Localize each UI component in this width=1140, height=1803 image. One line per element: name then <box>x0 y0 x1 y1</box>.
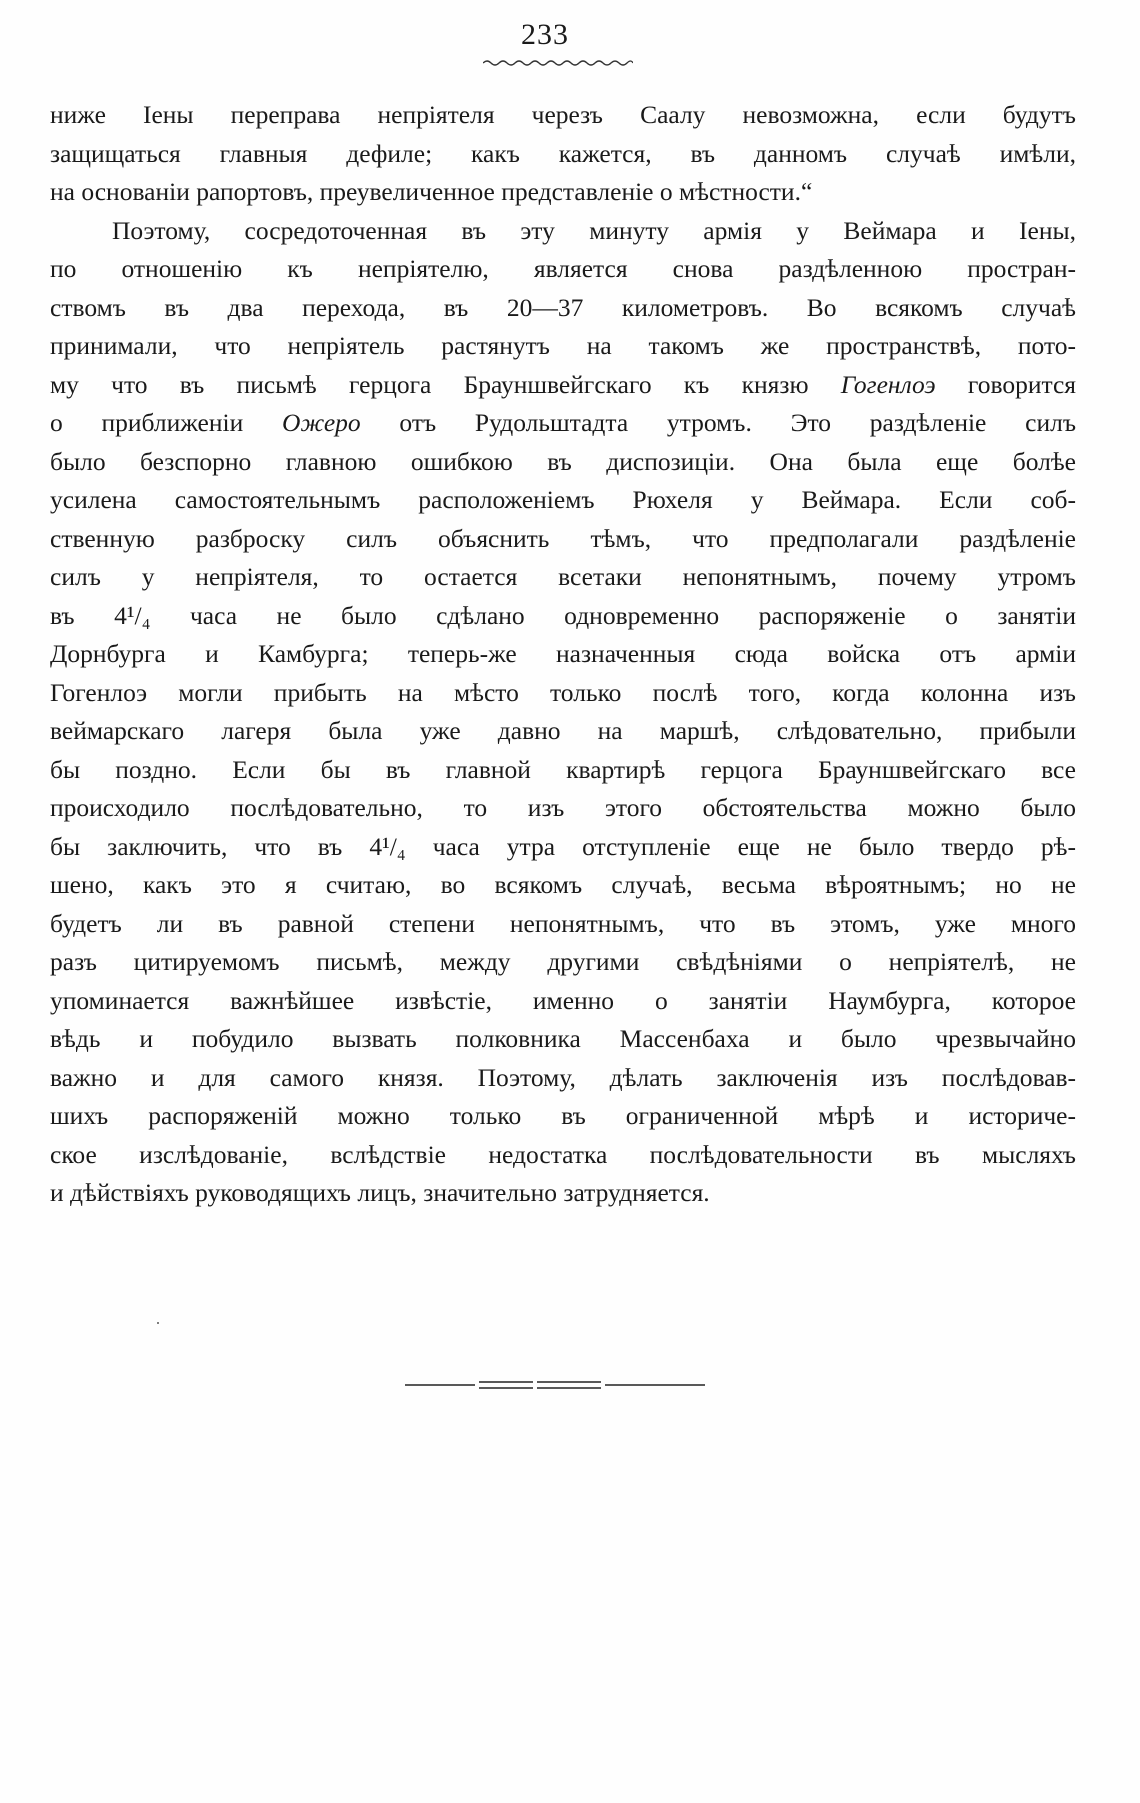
paper-speck <box>157 1322 159 1324</box>
text-line: Дорнбурга и Камбурга; теперь-же назначенныя сюда войска отъ арміи <box>50 639 1076 668</box>
text-line: разъ цитируемомъ письмѣ, между другими свѣдѣніями о непріятелѣ, не <box>50 947 1076 976</box>
text-line: Гогенлоэ могли прибыть на мѣсто только послѣ того, когда колонна изъ <box>50 677 1076 707</box>
text-line: вѣдь и побудило вызвать полковника Массенбаха и было чрезвычайно <box>50 1024 1076 1053</box>
text-line: усилена самостоятельнымъ расположеніемъ Рюхеля у Веймара. Если соб- <box>50 485 1076 514</box>
paragraph-1 <box>50 96 1076 212</box>
text-line: веймарскаго лагеря была уже давно на маршѣ, слѣдовательно, прибыли <box>50 716 1076 745</box>
text-line: и дѣйствіяхъ руководящихъ лицъ, значительно затрудняется. <box>50 1178 710 1207</box>
italic-name: Гогенлоэ <box>840 369 936 399</box>
text-line: бы поздно. Если бы въ главной квартирѣ герцога Брауншвейгскаго все <box>50 754 1076 784</box>
text-line: будетъ ли въ равной степени непонятнымъ, что въ этомъ, уже много <box>50 908 1076 938</box>
text-line: происходило послѣдовательно, то изъ этого обстоятельства можно было <box>50 793 1076 822</box>
text-line: въ 4¹/₄ часа не было сдѣлано одновременно распоряженіе о занятіи <box>50 600 1076 630</box>
text-line: ское изслѣдованіе, вслѣдствіе недостатка послѣдовательности въ мысляхъ <box>50 1139 1076 1169</box>
text-line: защищаться главныя дефиле; какъ кажется, въ данномъ случаѣ имѣли, <box>50 138 1076 168</box>
text-line: упоминается важнѣйшее извѣстіе, именно о занятіи Наумбурга, которое <box>50 985 1076 1015</box>
paragraph-2 <box>50 212 1076 1213</box>
text-line: Поэтому, сосредоточенная въ эту минуту армія у Веймара и Іены, <box>112 215 1076 245</box>
body-text <box>50 96 1076 1213</box>
text-line: было безспорно главною ошибкою въ диспозиціи. Она была еще болѣе <box>50 446 1076 476</box>
text-line-with-italic: му что въ письмѣ герцога Брауншвейгскаго къ князю Гогенлоэ говорится <box>50 369 1076 399</box>
text-line: ниже Іены переправа непріятеля черезъ Саалу невозможна, если будутъ <box>50 100 1076 129</box>
text-line: ственную разброску силъ объяснить тѣмъ, что предполагали раздѣленіе <box>50 523 1076 553</box>
text-line: по отношенію къ непріятелю, является снова раздѣленною простран- <box>50 254 1076 283</box>
italic-name: Ожеро <box>282 408 361 437</box>
text-line: ствомъ въ два перехода, въ 20—37 километровъ. Во всякомъ случаѣ <box>50 292 1076 322</box>
page-number: 233 <box>521 18 569 51</box>
header-wavy-rule <box>483 58 633 68</box>
text-line: силъ у непріятеля, то остается всетаки непонятнымъ, почему утромъ <box>50 562 1076 591</box>
text-line: принимали, что непріятель растянутъ на такомъ же пространствѣ, пото- <box>50 331 1076 360</box>
text-line: шено, какъ это я считаю, во всякомъ случаѣ, весьма вѣроятнымъ; но не <box>50 870 1076 899</box>
text-line: шихъ распоряженій можно только въ ограниченной мѣрѣ и историче- <box>50 1101 1076 1130</box>
text-line: бы заключить, что въ 4¹/₄ часа утра отступленіе еще не было твердо рѣ- <box>50 831 1076 861</box>
text-line: на основаніи рапортовъ, преувеличенное представленіе о мѣстности.“ <box>50 177 813 206</box>
text-line-with-italic: о приближеніи Ожеро отъ Рудольштадта утромъ. Это раздѣленіе силъ <box>50 408 1077 437</box>
text-line: важно и для самого князя. Поэтому, дѣлать заключенія изъ послѣдовав- <box>50 1062 1076 1092</box>
end-ornament-rule <box>405 1378 705 1392</box>
